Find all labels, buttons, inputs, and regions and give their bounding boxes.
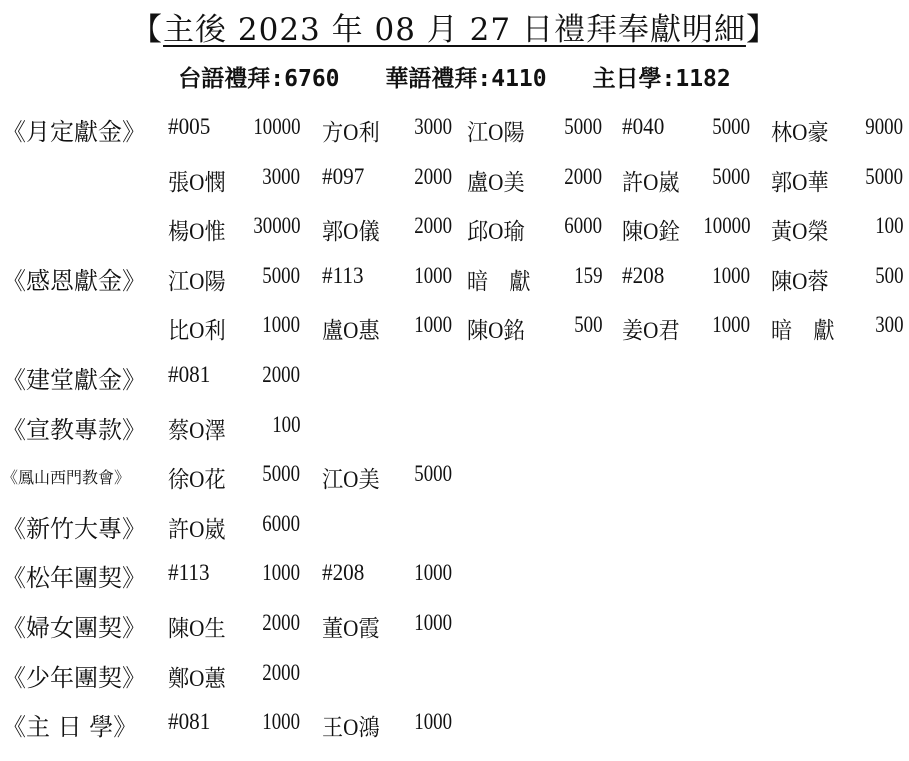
donor-name: 比O利	[168, 318, 226, 344]
category-label: 《新竹大專》	[2, 514, 146, 543]
offering-amount: 300	[874, 312, 903, 338]
donor-name: #113	[168, 560, 210, 586]
offering-amount: 1000	[262, 709, 300, 735]
donor-name: 姜O君	[622, 318, 680, 344]
donor-name: 江O陽	[168, 268, 226, 294]
ledger-row	[0, 358, 909, 398]
offering-amount: 2000	[564, 163, 602, 189]
category-label: 《主 日 學》	[2, 713, 138, 742]
donor-name: 郭O華	[771, 169, 829, 195]
offering-amount: 9000	[865, 114, 903, 139]
offering-amount: 3000	[262, 163, 300, 189]
offering-amount: 10000	[702, 213, 750, 239]
donor-name: 徐O花	[168, 467, 226, 493]
ledger-row	[0, 160, 909, 200]
donor-name: #097	[322, 163, 365, 189]
donor-name: #081	[168, 362, 211, 387]
offering-amount: 2000	[414, 163, 452, 189]
donor-name: 邱O瑜	[467, 219, 525, 245]
page-title	[0, 4, 909, 49]
offering-amount: 5000	[414, 461, 452, 487]
offering-amount: 2000	[414, 213, 452, 239]
offering-amount: 1000	[414, 262, 452, 288]
offering-amount: 5000	[262, 461, 300, 487]
offering-amount: 159	[573, 262, 602, 288]
ledger-row	[0, 308, 909, 348]
donor-name: 陳O銘	[467, 318, 525, 344]
category-label: 《鳳山西門教會》	[2, 468, 131, 488]
offering-amount: 5000	[865, 163, 903, 189]
donor-name: 盧O惠	[322, 318, 380, 344]
ledger-row	[0, 705, 909, 745]
offering-amount: 5000	[564, 114, 602, 139]
title-close-bracket: 】	[745, 12, 778, 48]
offering-amount: 2000	[262, 659, 300, 685]
offering-amount: 1000	[414, 312, 452, 338]
category-label: 《宣教專款》	[2, 415, 146, 444]
ledger-row	[0, 110, 909, 150]
offering-amount: 500	[874, 262, 903, 288]
offering-amount: 1000	[712, 312, 750, 338]
attendance-sunday-school: 主日學:1182	[592, 66, 731, 92]
donor-name: #005	[168, 114, 211, 139]
category-label: 《少年團契》	[2, 663, 146, 692]
donor-name: 鄭O蕙	[168, 665, 226, 691]
donor-name: 許O崴	[622, 169, 680, 195]
donor-name: 楊O惟	[168, 219, 226, 245]
category-label: 《感恩獻金》	[2, 266, 146, 295]
ledger-row	[0, 259, 909, 299]
donor-name: 郭O儀	[322, 219, 380, 245]
donor-name: 林O豪	[771, 120, 829, 145]
offering-amount: 6000	[564, 213, 602, 239]
offering-amount: 3000	[414, 114, 452, 139]
donor-name: 王O鴻	[322, 715, 380, 741]
donor-name: 暗 獻	[467, 268, 531, 294]
donor-name: #040	[622, 114, 665, 139]
offering-amount: 1000	[712, 262, 750, 288]
donor-name: #081	[168, 709, 211, 735]
offering-amount: 2000	[262, 362, 300, 387]
offering-amount: 5000	[712, 114, 750, 139]
offering-amount: 1000	[414, 560, 452, 586]
category-label: 《月定獻金》	[2, 118, 146, 146]
ledger-row	[0, 408, 909, 448]
ledger-row	[0, 457, 909, 497]
category-label: 《婦女團契》	[2, 614, 146, 642]
donor-name: 張O憫	[168, 169, 226, 195]
donor-name: 江O美	[322, 467, 380, 493]
ledger-row	[0, 507, 909, 547]
donor-name: 董O霞	[322, 616, 380, 641]
offering-amount: 6000	[262, 510, 300, 536]
attendance-line	[0, 60, 909, 93]
title-text: 主後 2023 年 08 月 27 日禮拜奉獻明細	[163, 12, 746, 48]
offering-amount: 100	[271, 411, 300, 437]
donor-name: #208	[322, 560, 365, 586]
donor-name: 暗 獻	[771, 318, 835, 344]
category-label: 《建堂獻金》	[2, 366, 146, 394]
donor-name: 江O陽	[467, 120, 525, 145]
offering-amount: 1000	[262, 312, 300, 338]
offering-amount: 1000	[414, 709, 452, 735]
donor-name: 陳O銓	[622, 219, 680, 245]
category-label: 《松年團契》	[2, 564, 146, 593]
donor-name: 陳O蓉	[771, 268, 829, 294]
donor-name: 蔡O澤	[168, 417, 226, 443]
offering-amount: 100	[874, 213, 903, 239]
offering-amount: 1000	[262, 560, 300, 586]
title-open-bracket: 【	[131, 12, 164, 48]
offering-amount: 1000	[414, 610, 452, 635]
offering-amount: 10000	[252, 114, 300, 139]
ledger-row	[0, 209, 909, 249]
offering-amount: 2000	[262, 610, 300, 635]
donor-name: #208	[622, 262, 665, 288]
ledger-row	[0, 606, 909, 646]
ledger-row	[0, 556, 909, 596]
ledger-row	[0, 656, 909, 696]
donor-name: 許O崴	[168, 516, 226, 542]
donor-name: 方O利	[322, 120, 380, 145]
attendance-mandarin: 華語禮拜:4110	[385, 66, 547, 92]
offering-amount: 5000	[262, 262, 300, 288]
attendance-taiwanese: 台語禮拜:6760	[178, 66, 340, 92]
offering-amount: 5000	[712, 163, 750, 189]
donor-name: 陳O生	[168, 616, 226, 641]
offering-amount: 30000	[252, 213, 300, 239]
donor-name: 盧O美	[467, 169, 525, 195]
donor-name: 黃O榮	[771, 219, 829, 245]
donor-name: #113	[322, 262, 364, 288]
offering-amount: 500	[573, 312, 602, 338]
